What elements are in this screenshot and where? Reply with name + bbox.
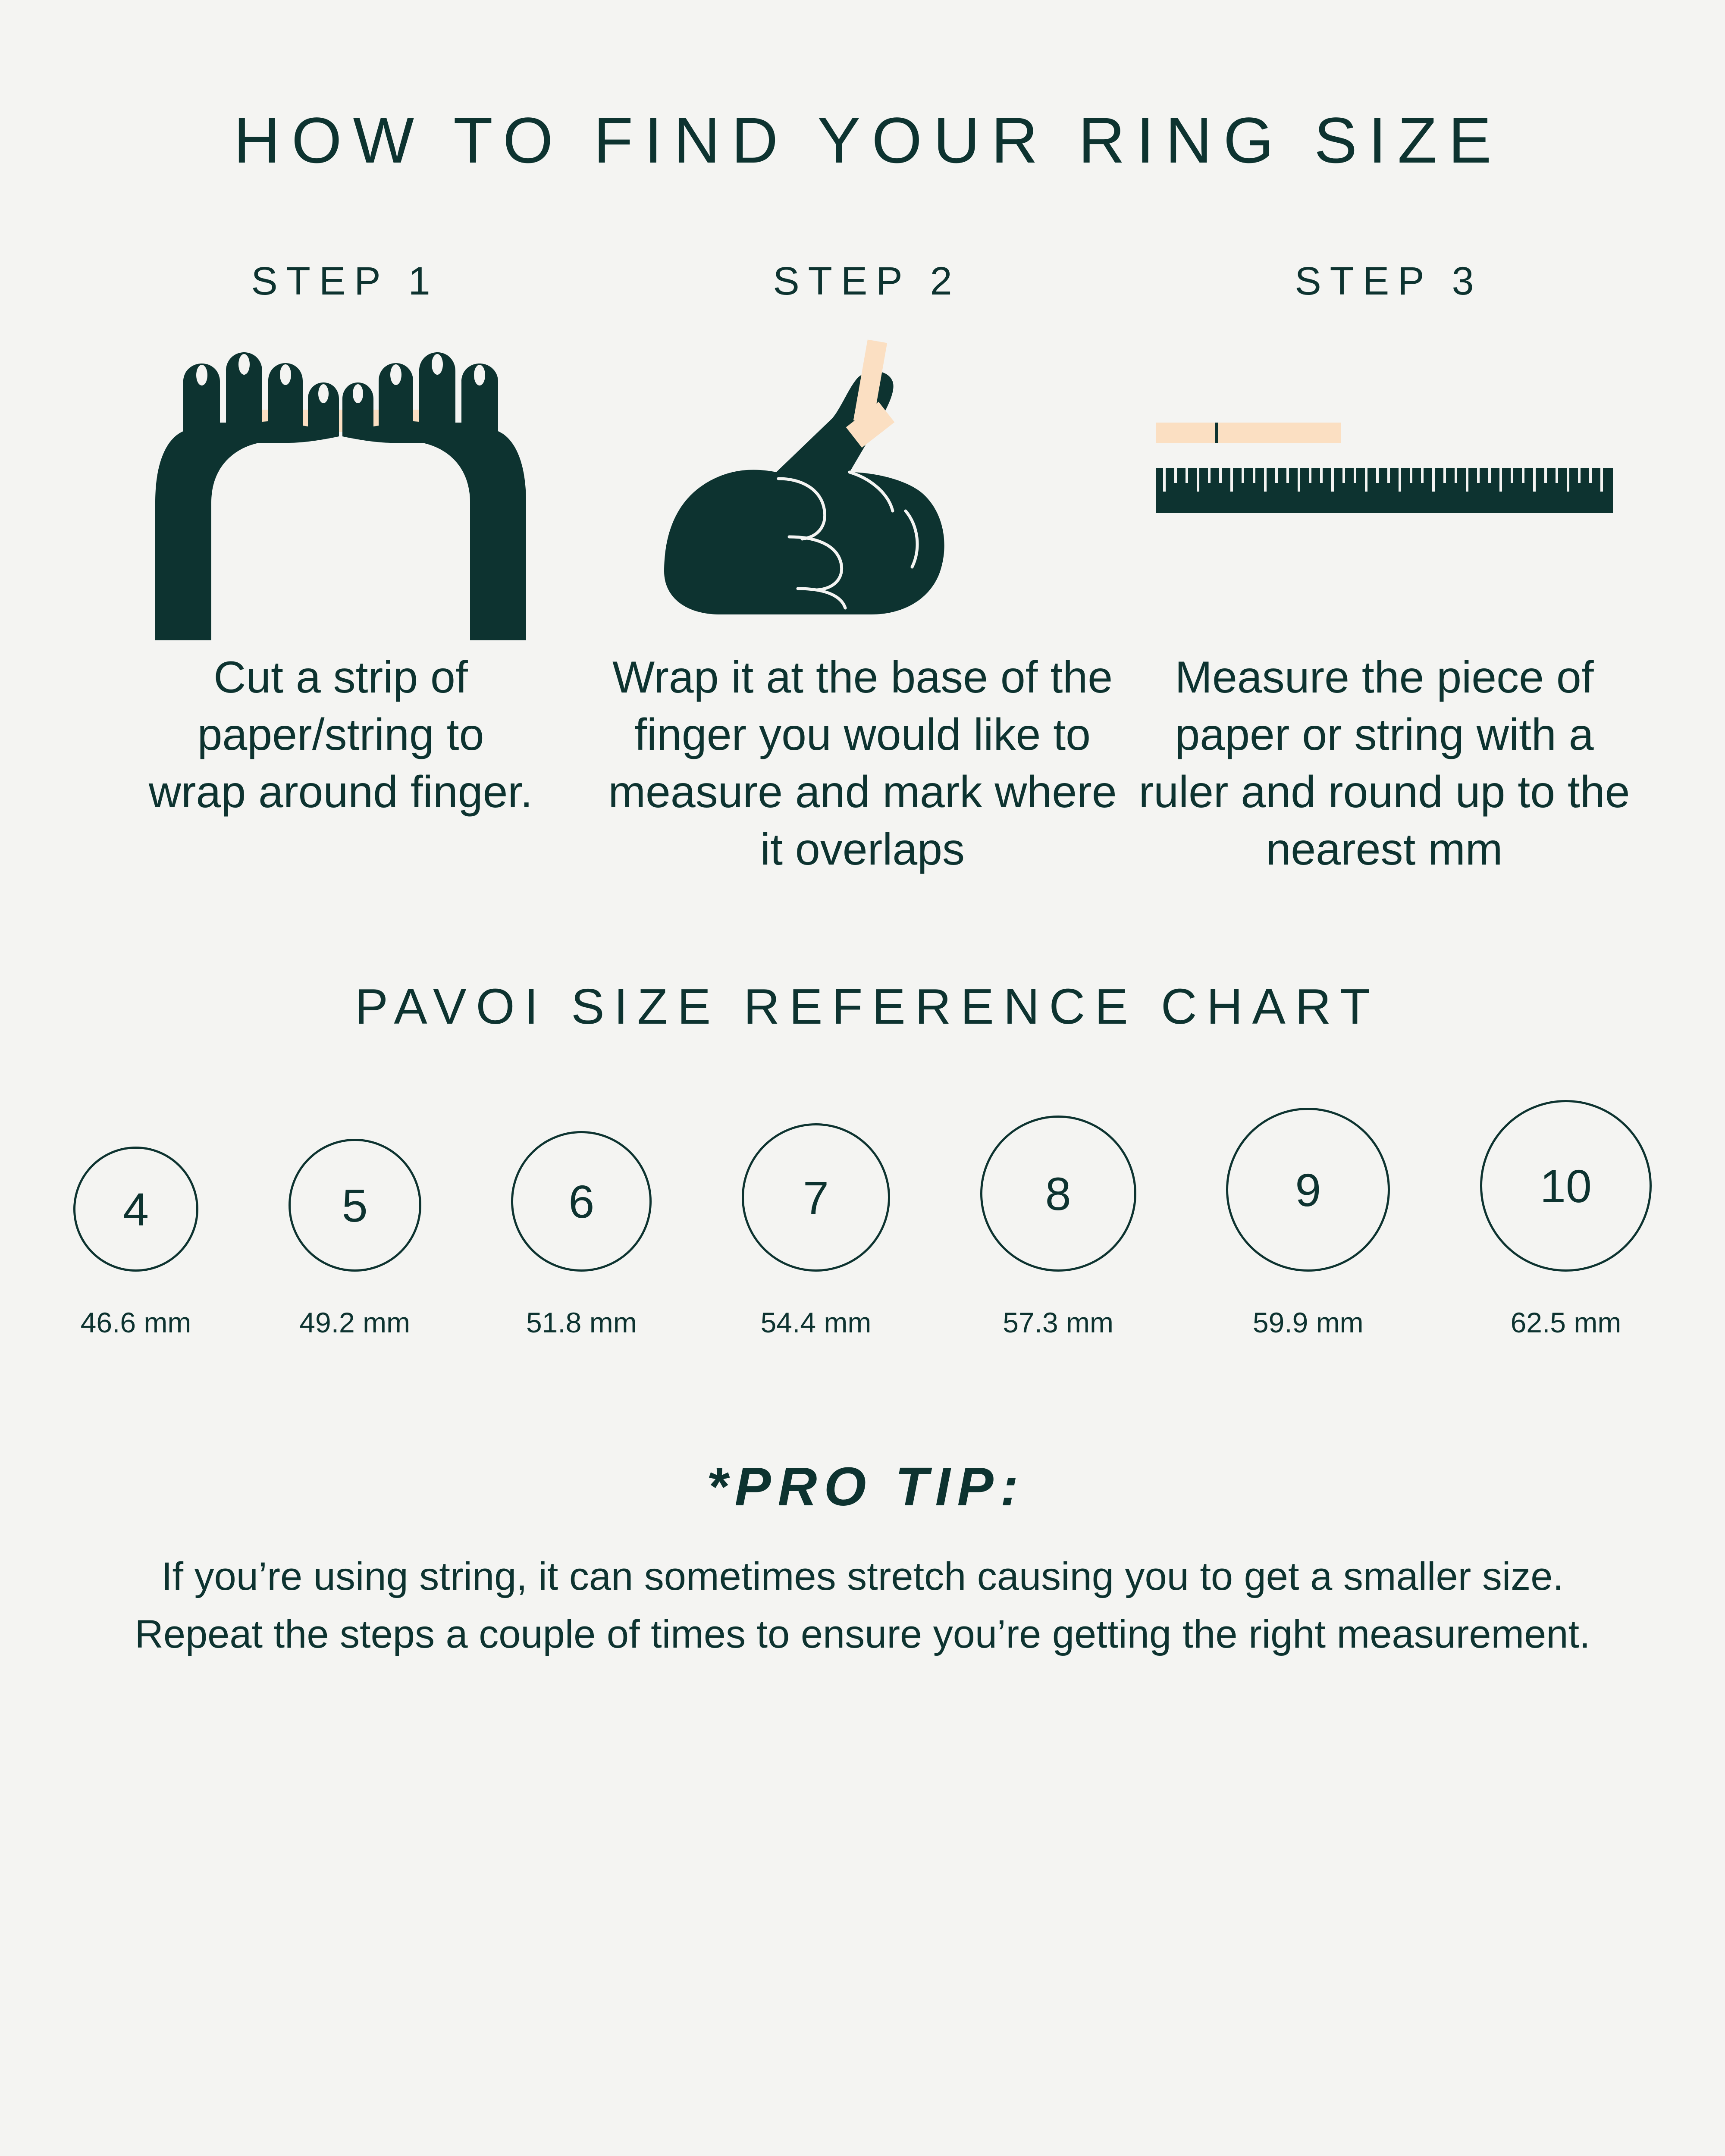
ring-circle-7: 7 <box>742 1123 890 1272</box>
step-3 <box>1130 259 1639 878</box>
size-item <box>289 1139 421 1339</box>
step-3-text: Measure the piece of paper or string with a ruler and round up to the nearest mm <box>1138 652 1630 875</box>
ring-mm-4: 46.6 mm <box>80 1307 191 1339</box>
size-item <box>1480 1100 1652 1339</box>
ring-circle-4: 4 <box>73 1147 198 1272</box>
hand-with-wrapped-strip-icon <box>608 321 1117 649</box>
two-hands-holding-paper-strip-icon <box>86 321 595 649</box>
ruler-and-paper-strip-icon <box>1130 321 1639 649</box>
ring-mm-5: 49.2 mm <box>299 1307 411 1339</box>
step-2 <box>608 259 1117 878</box>
size-chart-title: PAVOI SIZE REFERENCE CHART <box>354 978 1380 1035</box>
step-1 <box>86 259 595 878</box>
size-item <box>742 1123 890 1339</box>
ring-circle-5: 5 <box>289 1139 421 1272</box>
size-item <box>1226 1108 1390 1339</box>
pro-tip-text: If you’re using string, it can sometimes stretch causing you to get a smaller size. Repeat the steps a couple of times to ensure you’re getting the right measurement. <box>135 1554 1590 1656</box>
ring-circle-6: 6 <box>511 1131 652 1272</box>
size-reference-chart <box>69 1100 1656 1339</box>
ring-mm-9: 59.9 mm <box>1252 1307 1364 1339</box>
ring-mm-10: 62.5 mm <box>1510 1307 1622 1339</box>
page-title: HOW TO FIND YOUR RING SIZE <box>233 104 1503 176</box>
step-2-label: STEP 2 <box>773 259 961 303</box>
size-item <box>73 1147 198 1339</box>
steps-section <box>69 259 1656 878</box>
pro-tip-heading: *PRO TIP: <box>706 1456 1026 1517</box>
ring-circle-8: 8 <box>980 1116 1136 1272</box>
ring-mm-7: 54.4 mm <box>760 1307 872 1339</box>
step-3-label: STEP 3 <box>1295 259 1483 303</box>
ring-circle-10: 10 <box>1480 1100 1652 1272</box>
ring-circle-9: 9 <box>1226 1108 1390 1272</box>
ring-size-guide-page <box>0 104 1725 2156</box>
step-1-text: Cut a strip of paper/string to wrap around finger. <box>148 652 533 818</box>
size-item <box>980 1116 1136 1339</box>
ring-mm-6: 51.8 mm <box>526 1307 637 1339</box>
step-1-label: STEP 1 <box>251 259 439 303</box>
step-2-text: Wrap it at the base of the finger you would like to measure and mark where it overlaps <box>608 652 1117 875</box>
ring-mm-8: 57.3 mm <box>1003 1307 1113 1339</box>
size-item <box>511 1131 652 1339</box>
